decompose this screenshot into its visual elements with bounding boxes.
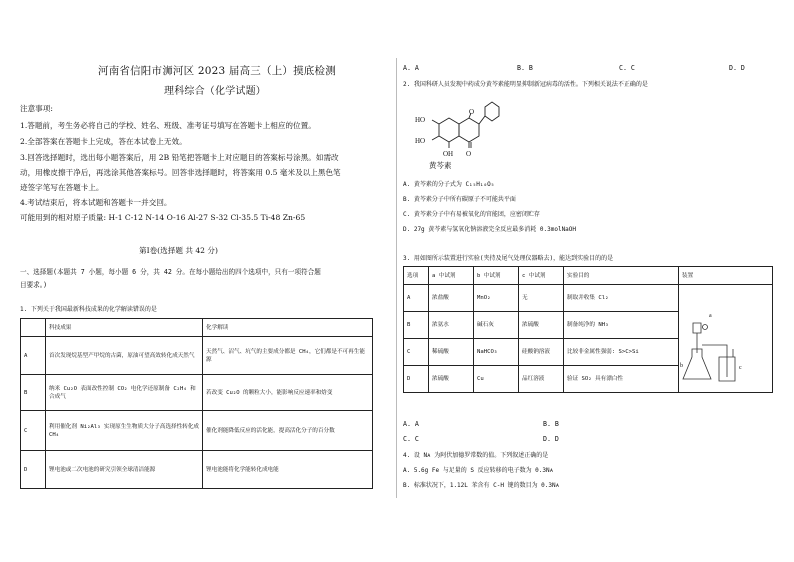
table-row [21,411,373,451]
table-row [21,451,373,489]
choice-option: A. A [403,420,419,428]
interpretation-cell: 锂电池能将化学能转化成电能 [203,451,373,489]
header-cell: c 中试剂 [519,267,564,285]
q2-option: C. 黄芩素分子中有易被氧化的官能团，应密闭贮存 [403,211,540,218]
atomic-masses: 可能用到的相对原子质量: H-1 C-12 N-14 O-16 Al-27 S-32 Cl-35.5 Ti-48 Zn-65 [20,213,306,222]
table-cell: NaHCO₃ [474,339,519,366]
delivery-tube-shape [702,345,727,361]
table-cell: 制备纯净的 NH₃ [564,312,679,339]
choice-option: B. B [543,420,559,428]
atom-label: HO [415,137,426,145]
achievement-cell: 锂电池或二次电池的研究引领全球清洁能源 [46,451,203,489]
q2-option: D. 27g 黄芩素与氢氧化钠溶液完全反应最多消耗 0.3molNaOH [403,226,577,233]
q4-option: A. 5.6g Fe 与足量的 S 反应转移的电子数为 0.3Nᴀ [403,467,554,474]
q2-option: B. 黄芩素分子中所有碳原子不可能共平面 [403,196,516,203]
row-label: D [21,451,46,489]
header-cell: 装置 [679,267,773,285]
achievement-cell: 首次发现烷基型产甲烷的古菌，原油可望高效转化成天然气 [46,337,203,375]
interpretation-cell: 若改变 Cu₂O 的颗粒大小，能影响反应速率和焓变 [203,375,373,411]
choice-option: C. C [619,64,635,72]
table-cell: 浓氨水 [429,312,474,339]
achievement-cell: 纳米 Cu₂O 表面改性控制 CO₂ 电化学还原制备 C₂H₄ 和合成气 [46,375,203,411]
header-cell: b 中试剂 [474,267,519,285]
q4-option: B. 标准状况下，1.12L 苯含有 C-H 键的数目为 0.3Nᴀ [403,482,560,489]
header-cell: 化学解读 [203,319,373,337]
table-row [21,337,373,375]
table-cell: D [404,366,429,393]
table-cell: 浓硫酸 [429,366,474,393]
note-line: 3.回答选择题时，选出每小题答案后，用 2B 铅笔把答题卡上对应题目的答案标号涂黑。如需改 [20,153,339,162]
q4-stem: 4. 设 Nᴀ 为阿伏加德罗常数的值。下列叙述正确的是 [403,452,549,459]
dropping-funnel-shape [693,323,701,333]
section-instruction-cont: 目要求。) [20,281,48,289]
label-c: c [739,364,742,371]
exam-subtitle: 理科综合（化学试题） [164,86,266,97]
table-cell: 碱石灰 [474,312,519,339]
achievement-cell: 利用催化剂 Ni₂Al₃ 实现原生生物质大分子高选择性转化成 CH₄ [46,411,203,451]
atom-label: HO [415,116,426,124]
table-cell: 比较非金属性强弱: S>C>Si [564,339,679,366]
row-label: C [21,411,46,451]
conical-flask-shape [683,349,711,379]
table-row [404,285,773,312]
q1-table [20,318,373,489]
q1-stem: 1. 下列关于我国最新科技成果的化学解读错误的是 [20,306,157,313]
atom-label: O [469,108,475,116]
atom-label: O [466,150,472,158]
table-cell: C [404,339,429,366]
note-line: 2.全部答案在答题卡上完成，答在本试卷上无效。 [20,137,187,146]
table-cell: A [404,285,429,312]
apparatus-cell [679,285,773,393]
baicalein-structure [399,90,519,172]
table-cell: 制取并收集 Cl₂ [564,285,679,312]
header-cell [21,319,46,337]
choice-option: C. C [403,435,419,443]
note-line: 动，用橡皮擦干净后，再选涂其他答案标号。回答非选择题时，将答案用 0.5 毫米及以上黑色笔 [20,168,341,177]
interpretation-cell: 天然气、沼气、坑气的主要成分都是 CH₄，它们都是不可再生能源 [203,337,373,375]
table-cell: Cu [474,366,519,393]
molecule-caption: 黄芩素 [429,161,452,170]
molecule-bonds [432,102,499,148]
table-cell: 浓硫酸 [519,312,564,339]
interpretation-cell: 催化剂能降低反应的活化能，提高活化分子的百分数 [203,411,373,451]
table-row [21,375,373,411]
q2-option: A. 黄芩素的分子式为 C₁₅H₁₀O₅ [403,181,495,188]
header-cell: 选项 [404,267,429,285]
table-header-row [404,267,773,285]
table-cell: 验证 SO₂ 具有漂白性 [564,366,679,393]
choice-option: A. A [403,64,419,72]
header-cell: 实验目的 [564,267,679,285]
q2-stem: 2. 我国科研人员发现中药成分黄芩素能明显抑制新冠病毒的活性。下列相关说法不正确的是 [403,81,648,88]
notes-heading: 注意事项: [20,104,53,113]
table-cell: 硅酸钠溶液 [519,339,564,366]
header-cell: 科技成果 [46,319,203,337]
q3-stem: 3. 用如图所示装置进行实验(夹持及尾气处理仪器略去)，能达到实验目的的是 [403,255,614,262]
table-cell: 无 [519,285,564,312]
atom-label: OH [443,150,454,158]
table-cell: 浓盐酸 [429,285,474,312]
table-cell: MnO₂ [474,285,519,312]
table-cell: 稀硫酸 [429,339,474,366]
apparatus-diagram [679,287,771,391]
choice-option: D. D [729,64,745,72]
note-line: 4.考试结束后，将本试题和答题卡一并交回。 [20,198,172,207]
label-b: b [680,362,683,369]
table-header-row [21,319,373,337]
row-label: B [21,375,46,411]
exam-title: 河南省信阳市浉河区 2023 届高三（上）摸底检测 [98,65,336,77]
header-cell: a 中试剂 [429,267,474,285]
q3-table [403,266,773,393]
choice-option: D. D [543,435,559,443]
note-line: 1.答题前，考生务必将自己的学校、姓名、班级、准考证号填写在答题卡上相应的位置。 [20,121,316,130]
row-label: A [21,337,46,375]
table-cell: 品红溶液 [519,366,564,393]
section-instruction: 一、选择题(本题共 7 小题，每小题 6 分，共 42 分。在每小题给出的四个选项中，只有一项符合题 [20,268,321,276]
choice-option: B. B [517,64,533,72]
table-cell: B [404,312,429,339]
section-title: 第Ⅰ卷(选择题 共 42 分) [139,246,218,255]
right-column [397,0,794,562]
label-a: a [709,312,712,319]
note-line: 迹签字笔写在答题卡上。 [20,183,104,192]
